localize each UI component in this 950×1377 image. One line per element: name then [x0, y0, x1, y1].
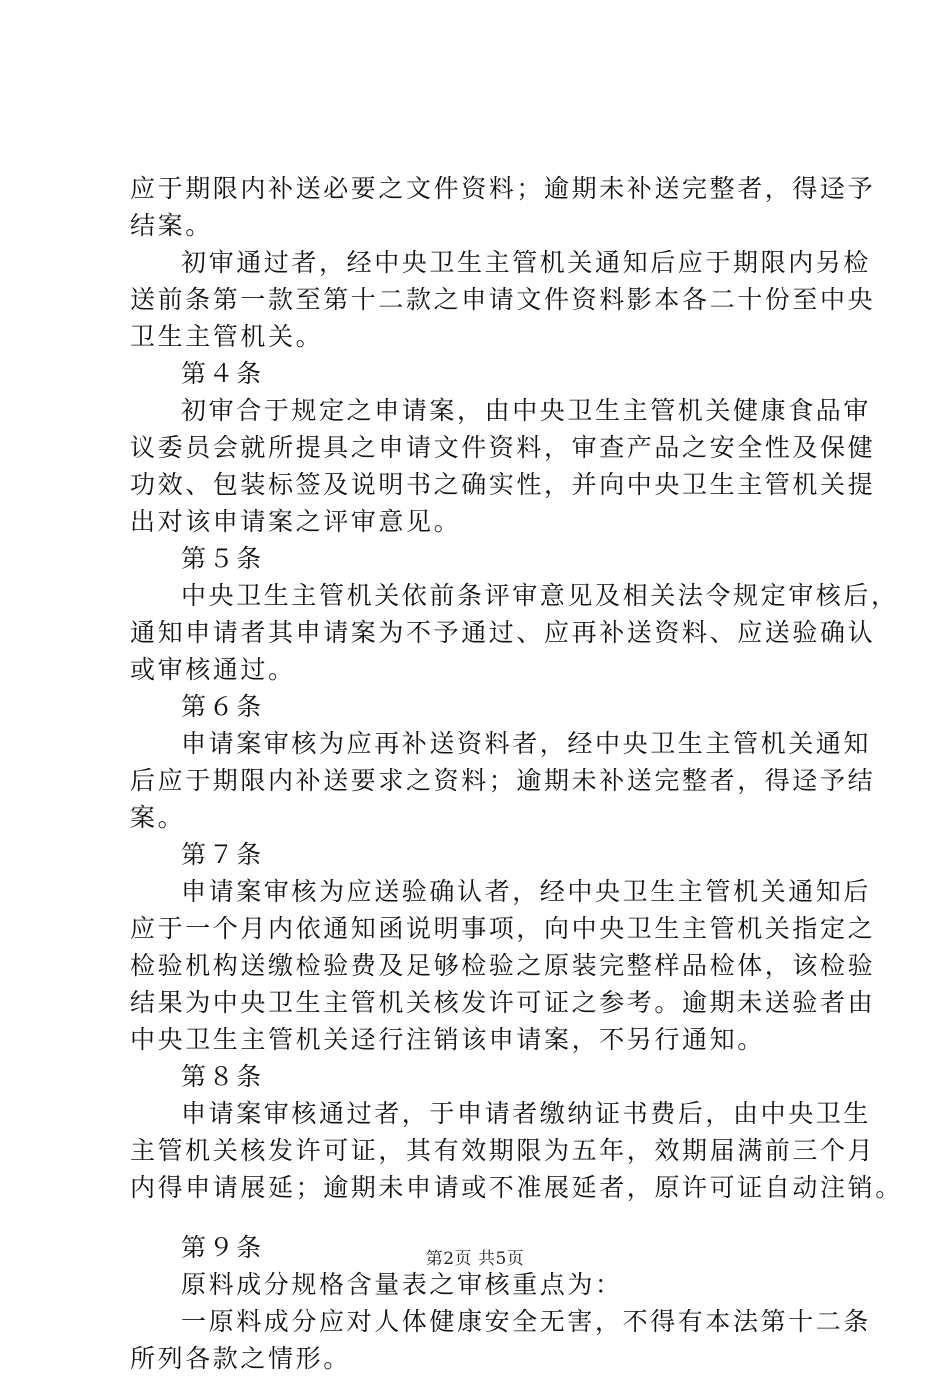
text-line: 出对该申请案之评审意见。 [130, 507, 462, 536]
text-line: 结果为中央卫生主管机关核发许可证之参考。逾期未送验者由 [130, 988, 876, 1017]
text-line: 功效、包装标签及说明书之确实性，并向中央卫生主管机关提 [130, 470, 876, 499]
text-line: 议委员会就所提具之申请文件资料，审查产品之安全性及保健 [130, 433, 876, 462]
text-line: 申请案审核通过者，于申请者缴纳证书费后，由中央卫生 [181, 1099, 872, 1128]
text-line: 一原料成分应对人体健康安全无害，不得有本法第十二条 [181, 1307, 872, 1336]
text-line: 中央卫生主管机关迳行注销该申请案，不另行通知。 [130, 1025, 765, 1054]
text-line: 后应于期限内补送要求之资料；逾期未补送完整者，得迳予结 [130, 766, 876, 795]
text-line: 送前条第一款至第十二款之申请文件资料影本各二十份至中央 [130, 285, 876, 314]
text-line: 第４条 [181, 359, 264, 388]
text-line: 结案。 [130, 211, 213, 240]
text-line: 内得申请展延；逾期未申请或不准展延者，原许可证自动注销。 [130, 1173, 903, 1202]
text-line: 初审通过者，经中央卫生主管机关通知后应于期限内另检 [181, 248, 872, 277]
text-line: 中央卫生主管机关依前条评审意见及相关法令规定审核后， [181, 581, 899, 610]
text-line: 主管机关核发许可证，其有效期限为五年，效期届满前三个月 [130, 1136, 876, 1165]
text-line: 申请案审核为应送验确认者，经中央卫生主管机关通知后 [181, 877, 872, 906]
text-line: 第６条 [181, 692, 264, 721]
text-line: 第７条 [181, 840, 264, 869]
text-line: 第８条 [181, 1062, 264, 1091]
text-line: 原料成分规格含量表之审核重点为： [181, 1270, 623, 1299]
text-line: 卫生主管机关。 [130, 322, 324, 351]
text-line: 应于一个月内依通知函说明事项，向中央卫生主管机关指定之 [130, 914, 876, 943]
text-line: 通知申请者其申请案为不予通过、应再补送资料、应送验确认 [130, 618, 876, 647]
text-line: 或审核通过。 [130, 655, 296, 684]
text-line: 应于期限内补送必要之文件资料；逾期未补送完整者，得迳予 [130, 174, 876, 203]
page-footer: 第2页 共5页 [425, 1249, 525, 1269]
text-line: 申请案审核为应再补送资料者，经中央卫生主管机关通知 [181, 729, 872, 758]
text-line: 第５条 [181, 544, 264, 573]
text-line: 所列各款之情形。 [130, 1344, 351, 1373]
paragraph-gap [130, 1206, 842, 1229]
text-line: 检验机构送缴检验费及足够检验之原装完整样品检体，该检验 [130, 951, 876, 980]
text-line: 案。 [130, 803, 186, 832]
text-line: 初审合于规定之申请案，由中央卫生主管机关健康食品审 [181, 396, 872, 425]
text-line: 第９条 [181, 1233, 264, 1262]
document-body [130, 170, 903, 1377]
